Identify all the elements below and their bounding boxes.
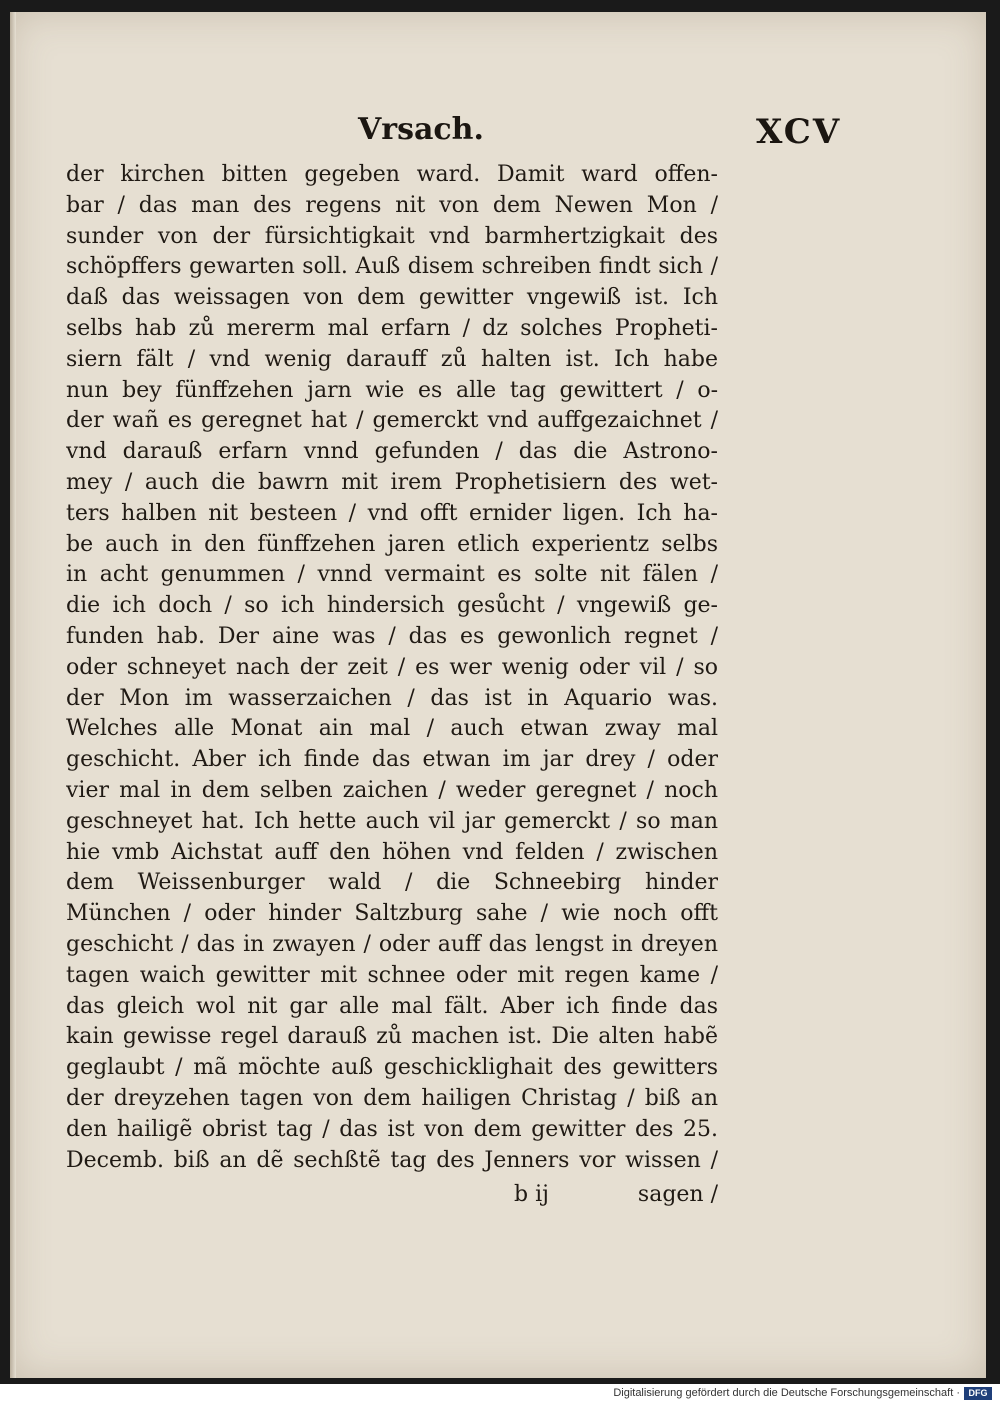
running-head: Vrsach. bbox=[358, 112, 484, 147]
text-line: der Mon im wasserzaichen / das ist in Aquario was. bbox=[66, 685, 718, 711]
text-line: ters halben nit besteen / vnd offt ernider ligen. Ich ha- bbox=[66, 500, 718, 526]
text-line: kain gewisse regel darauß zů machen ist. Die alten habẽ bbox=[66, 1024, 718, 1050]
text-line: München / oder hinder Saltzburg sahe / wie noch offt bbox=[66, 901, 718, 927]
text-line: oder schneyet nach der zeit / es wer wenig oder vil / so bbox=[66, 654, 718, 680]
body-text bbox=[66, 160, 718, 1176]
text-line: funden hab. Der aine was / das es gewonlich regnet / bbox=[66, 623, 718, 649]
text-line: tagen waich gewitter mit schnee oder mit regen kame / bbox=[66, 962, 718, 988]
text-line: der wañ es geregnet hat / gemerckt vnd auffgezaichnet / bbox=[66, 408, 718, 434]
text-line: be auch in den fünffzehen jaren etlich experientz selbs bbox=[66, 531, 718, 557]
text-line: die ich doch / so ich hindersich gesůcht / vngewiß ge- bbox=[66, 593, 718, 619]
text-line: geschicht. Aber ich finde das etwan im jar drey / oder bbox=[66, 747, 718, 773]
text-line: geschneyet hat. Ich hette auch vil jar gemerckt / so man bbox=[66, 808, 718, 834]
folio-number: XCV bbox=[756, 112, 842, 152]
text-line: daß das weissagen von dem gewitter vngewiß ist. Ich bbox=[66, 285, 718, 311]
signature-mark: b ij bbox=[514, 1182, 549, 1207]
text-line: Welches alle Monat ain mal / auch etwan zway mal bbox=[66, 716, 718, 742]
text-line: dem Weissenburger wald / die Schneebirg hinder bbox=[66, 870, 718, 896]
catch-row bbox=[66, 1180, 718, 1210]
text-line: hie vmb Aichstat auff den höhen vnd felden / zwischen bbox=[66, 839, 718, 865]
text-line: der dreyzehen tagen von dem hailigen Christag / biß an bbox=[66, 1085, 718, 1111]
funding-credit: Digitalisierung gefördert durch die Deutsche Forschungsgemeinschaft · bbox=[613, 1387, 960, 1399]
text-line: der kirchen bitten gegeben ward. Damit ward offen- bbox=[66, 162, 718, 187]
text-line: selbs hab zů mererm mal erfarn / dz solches Propheti- bbox=[66, 315, 718, 341]
dfg-logo: DFG bbox=[964, 1387, 992, 1400]
text-line: siern fält / vnd wenig darauff zů halten ist. Ich habe bbox=[66, 346, 718, 372]
text-line: sunder von der fürsichtigkait vnd barmhertzigkait des bbox=[66, 223, 718, 249]
text-line: Decemb. biß an dẽ sechßtẽ tag des Jenners vor wissen / bbox=[66, 1147, 718, 1173]
page-gutter-shadow bbox=[10, 12, 16, 1378]
text-line: bar / das man des regens nit von dem Newen Mon / bbox=[66, 192, 718, 218]
text-line: das gleich wol nit gar alle mal fält. Aber ich finde das bbox=[66, 993, 718, 1019]
text-line: mey / auch die bawrn mit irem Prophetisiern des wet- bbox=[66, 469, 718, 495]
text-line: geschicht / das in zwayen / oder auff das lengst in dreyen bbox=[66, 931, 718, 957]
text-line: vnd darauß erfarn vnnd gefunden / das die Astrono- bbox=[66, 439, 718, 465]
text-line: vier mal in dem selben zaichen / weder geregnet / noch bbox=[66, 777, 718, 803]
text-line: schöpffers gewarten soll. Auß disem schreiben findt sich / bbox=[66, 254, 718, 280]
catchword: sagen / bbox=[637, 1182, 718, 1207]
text-line: den hailigẽ obrist tag / das ist von dem gewitter des 25. bbox=[66, 1116, 718, 1142]
text-line: nun bey fünffzehen jarn wie es alle tag gewittert / o- bbox=[66, 377, 718, 403]
text-line: geglaubt / mã möchte auß geschicklighait des gewitters bbox=[66, 1055, 718, 1081]
text-line: in acht genummen / vnnd vermaint es solte nit fälen / bbox=[66, 562, 718, 588]
footer-bar bbox=[0, 1384, 1000, 1404]
